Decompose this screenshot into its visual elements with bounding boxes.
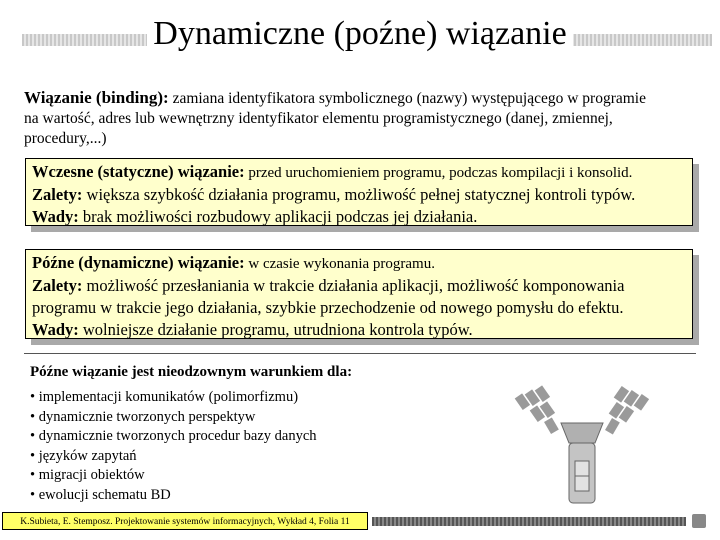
footer-citation: K.Subieta, E. Stemposz. Projektowanie systemów informacyjnych, Wykład 4, Folia 11 xyxy=(2,512,368,530)
slide-title xyxy=(0,14,720,54)
list-item: • migracji obiektów xyxy=(30,467,145,483)
late-cons-line xyxy=(32,319,686,341)
early-cons-line xyxy=(32,206,686,228)
late-pros: możliwość przesłaniania w trakcie działania aplikacji, możliwość komponowania programu w trakcie jego działania, szybkie przechodzenie od nowego pomysłu do efektu. xyxy=(32,276,625,317)
list-item: • ewolucji schematu BD xyxy=(30,486,171,503)
list-item: • dynamicznie tworzonych perspektyw xyxy=(30,408,256,425)
definition-text-rest: na wartość, adres lub wewnętrzny identyfikator elementu programistycznego (danej, zmiennej, procedury,...) xyxy=(24,110,613,147)
early-pros-line xyxy=(32,184,686,206)
late-desc: w czasie wykonania programu. xyxy=(244,256,435,272)
early-pros: większa szybkość działania programu, możliwość pełnej statycznej kontroli typów. xyxy=(82,185,636,204)
late-cons-label: Wady: xyxy=(32,320,79,339)
late-binding-line xyxy=(32,252,686,275)
zipper-teeth-right xyxy=(605,386,649,435)
slide-title-text: Dynamiczne (poźne) wiązanie xyxy=(147,15,572,52)
list-item: • języków zapytań xyxy=(30,447,137,464)
early-desc: przed uruchomieniem programu, podczas kompilacji i konsolid. xyxy=(244,165,633,181)
definition-text-line1: zamiana identyfikatora symbolicznego (nazwy) występującego w programie xyxy=(168,90,646,107)
list-item: • implementacji komunikatów (polimorfizmu) xyxy=(30,389,299,405)
early-pros-label: Zalety: xyxy=(32,185,83,204)
definition-term: Wiązanie (binding): xyxy=(24,88,169,107)
conditions-heading: Późne wiązanie jest nieodzownym warunkiem dla: xyxy=(30,364,353,380)
late-pros-label: Zalety: xyxy=(32,276,83,295)
late-cons: wolniejsze działanie programu, utrudniona kontrola typów. xyxy=(78,320,473,339)
late-binding-box xyxy=(25,249,693,339)
footer-decor-band xyxy=(372,517,686,526)
early-binding-box xyxy=(25,158,693,226)
zipper-slider xyxy=(561,423,603,503)
zipper-icon xyxy=(513,383,653,513)
late-pros-line xyxy=(32,275,686,319)
conditions-list xyxy=(30,388,317,505)
early-cons-label: Wady: xyxy=(32,207,79,226)
early-cons: brak możliwości rozbudowy aplikacji podczas jej działania. xyxy=(78,207,478,226)
footer-decor-square xyxy=(692,514,706,528)
binding-definition xyxy=(24,88,694,149)
zipper-teeth-left xyxy=(515,385,559,434)
early-binding-line xyxy=(32,161,686,184)
divider-line xyxy=(24,353,696,354)
early-heading: Wczesne (statyczne) wiązanie: xyxy=(32,162,245,181)
list-item: • dynamicznie tworzonych procedur bazy danych xyxy=(30,428,317,444)
late-heading: Późne (dynamiczne) wiązanie: xyxy=(32,253,245,272)
